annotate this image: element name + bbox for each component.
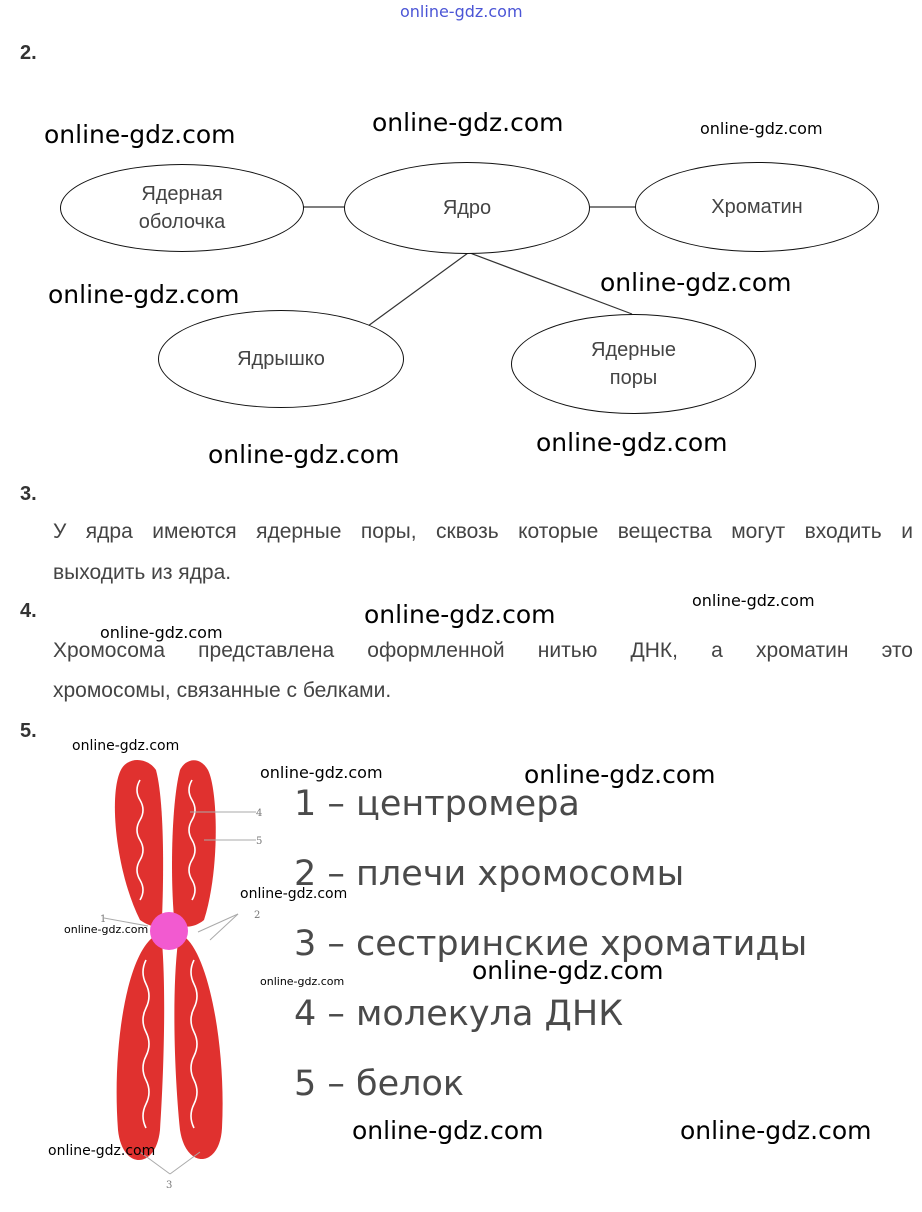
question-number-3: 3. — [20, 483, 37, 505]
watermark: online-gdz.com — [240, 886, 348, 902]
legend-item-2: 2 – плечи хромосомы — [294, 854, 685, 894]
answer-4-line-2: хромосомы, связанные с белками. — [53, 679, 392, 702]
word: нитью — [537, 639, 598, 662]
word: ядерные — [256, 520, 342, 543]
word: входить — [804, 520, 882, 543]
answer-3-line-2: выходить из ядра. — [53, 561, 232, 584]
watermark: online-gdz.com — [692, 591, 815, 610]
figure-label-1: 1 — [100, 914, 107, 925]
node-label: Хроматин — [711, 196, 803, 218]
watermark: online-gdz.com — [64, 923, 149, 936]
question-number-5: 5. — [20, 720, 37, 742]
word: это — [881, 639, 913, 662]
watermark: online-gdz.com — [48, 1143, 156, 1159]
word: сквозь — [436, 520, 499, 543]
node-label: Ядрышко — [237, 348, 325, 370]
watermark-top: online-gdz.com — [400, 2, 523, 21]
figure-label-2: 2 — [254, 910, 261, 921]
figure-label-5: 5 — [256, 836, 263, 847]
pointer-3b — [170, 1152, 200, 1174]
legend-item-3: 3 – сестринские хроматиды — [294, 924, 808, 964]
word: поры, — [360, 520, 417, 543]
node-label: Ядерная оболочка — [138, 183, 226, 233]
watermark: online-gdz.com — [100, 623, 223, 642]
figure-label-3: 3 — [166, 1180, 173, 1191]
node-nuclear-envelope — [60, 164, 304, 252]
figure-label-4: 4 — [256, 808, 263, 819]
connector-nucleolus — [368, 253, 468, 326]
chromatid-lower-right — [174, 936, 222, 1159]
answer-3-line-1 — [53, 520, 913, 544]
word: представлена — [198, 639, 335, 662]
chromatid-upper-left — [115, 760, 163, 926]
watermark: online-gdz.com — [536, 428, 728, 457]
watermark: online-gdz.com — [208, 440, 400, 469]
watermark: online-gdz.com — [700, 119, 823, 138]
watermark: online-gdz.com — [372, 108, 564, 137]
word: ДНК, — [630, 639, 679, 662]
node-nucleus — [344, 162, 590, 254]
word: хроматин — [756, 639, 849, 662]
node-nuclear-pores — [511, 314, 756, 414]
answer-4-line-1 — [53, 639, 913, 663]
node-nucleolus — [158, 310, 404, 408]
watermark: online-gdz.com — [260, 975, 345, 988]
watermark: online-gdz.com — [44, 120, 236, 149]
word: У — [53, 520, 67, 543]
question-number-4: 4. — [20, 600, 37, 622]
word: могут — [731, 520, 786, 543]
watermark: online-gdz.com — [352, 1116, 544, 1145]
question-number-2: 2. — [20, 42, 37, 64]
watermark: online-gdz.com — [48, 280, 240, 309]
word: имеются — [152, 520, 237, 543]
word: вещества — [617, 520, 712, 543]
word: оформленной — [367, 639, 505, 662]
watermark: online-gdz.com — [72, 738, 180, 754]
chromatid-lower-left — [117, 936, 165, 1160]
node-chromatin — [635, 162, 879, 252]
word: ядра — [85, 520, 133, 543]
centromere — [150, 912, 188, 950]
pointer-2a — [210, 914, 238, 940]
node-label: Ядро — [442, 197, 492, 219]
node-label: Ядерные поры — [591, 339, 676, 389]
watermark: online-gdz.com — [600, 268, 792, 297]
watermark: online-gdz.com — [260, 763, 383, 782]
watermark: online-gdz.com — [472, 956, 664, 985]
legend-item-1: 1 – центромера — [294, 784, 580, 824]
watermark: online-gdz.com — [524, 760, 716, 789]
word: Хромосома — [53, 639, 166, 662]
legend-item-4: 4 – молекула ДНК — [294, 994, 624, 1034]
word: и — [901, 520, 913, 543]
word: а — [711, 639, 723, 662]
word: которые — [518, 520, 599, 543]
watermark: online-gdz.com — [364, 600, 556, 629]
watermark: online-gdz.com — [680, 1116, 872, 1145]
legend-item-5: 5 – белок — [294, 1064, 465, 1104]
